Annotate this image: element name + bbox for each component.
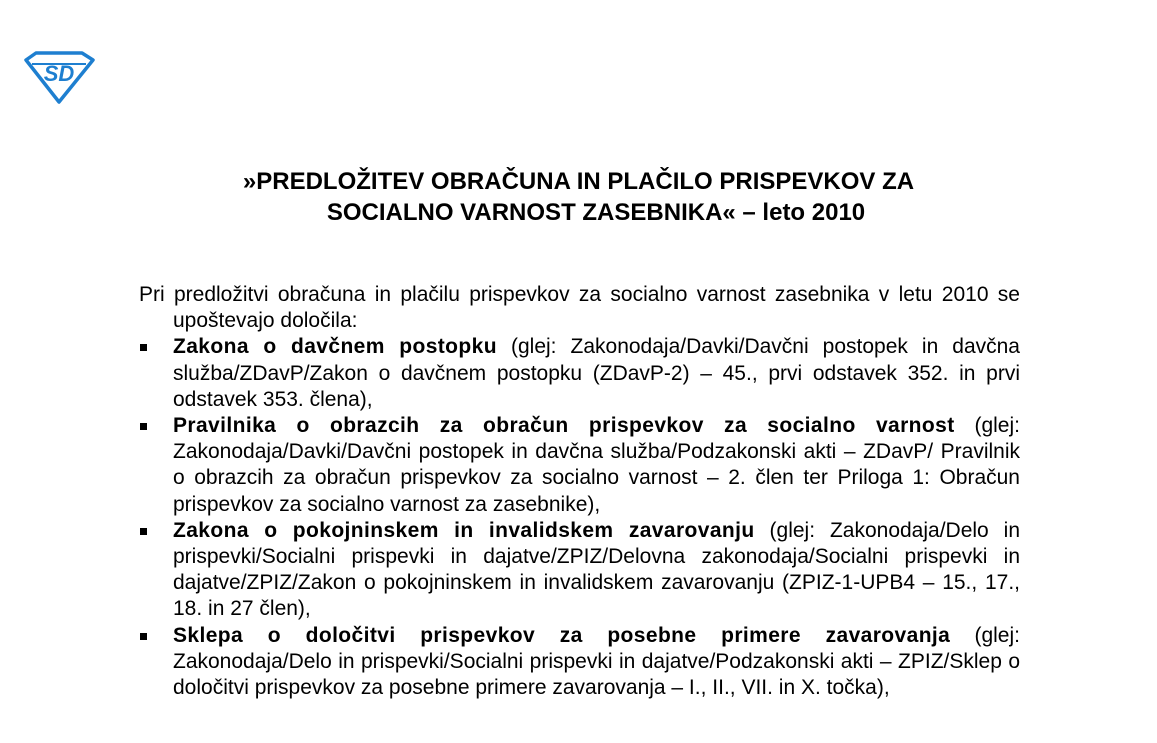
bullet-icon [140,344,147,351]
list-item [139,334,1020,413]
document-title [0,166,1157,228]
item-text: (glej: Zakonodaja/Davki/Davčni postopek in davčna služba/ZDavP/Zakon o davčnem postopku (ZDavP-2) – 45., prvi odstavek 352. in prvi odstavek 353. člena), [173,335,1020,411]
item-bold-title: Zakona o pokojninskem in invalidskem zavarovanju [173,518,755,542]
intro-paragraph: Pri predložitvi obračuna in plačilu prispevkov za socialno varnost zasebnika v letu 2010 se upoštevajo določila: [139,283,1020,333]
company-logo [22,50,96,104]
item-text: (glej: Zakonodaja/Delo in prispevki/Socialni prispevki in dajatve/Podzakonski akti – ZPIZ/Sklep o določitvi prispevkov za posebne primere zavarovanja – I., II., VII. in X. točka), [173,623,1020,700]
logo-letters: SD [43,61,75,86]
bullet-icon [140,528,147,535]
list-item [139,623,1020,702]
title-line-2: SOCIALNO VARNOST ZASEBNIKA« – leto 2010 [326,199,866,226]
item-bold-title: Pravilnika o obrazcih za obračun prispevkov za socialno varnost [173,414,955,438]
item-bold-title: Zakona o davčnem postopku [173,335,497,359]
regulation-list [139,334,1020,701]
title-line-1: »PREDLOŽITEV OBRAČUNA IN PLAČILO PRISPEVKOV ZA [242,168,915,195]
item-bold-title: Sklepa o določitvi prispevkov za posebne primere zavarovanja [173,623,951,647]
document-body [139,282,1020,701]
bullet-icon [140,633,147,640]
item-text: (glej: Zakonodaja/Delo in prispevki/Socialni prispevki in dajatve/ZPIZ/Delovna zakonodaja/Socialni prispevki in dajatve/ZPIZ/Zakon o pokojninskem in invalidskem zavarovanju (ZPIZ-1-UPB4 – 15., 17., 18. in 27 člen), [173,518,1020,621]
list-item [139,518,1020,623]
item-text: (glej: Zakonodaja/Davki/Davčni postopek in davčna služba/Podzakonski akti – ZDavP/ Pravilnik o obrazcih za obračun prispevkov za socialno varnost – 2. člen ter Priloga 1: Obračun prispevkov za socialno varnost za zasebnike), [173,414,1020,516]
bullet-icon [140,423,147,430]
list-item [139,413,1020,518]
